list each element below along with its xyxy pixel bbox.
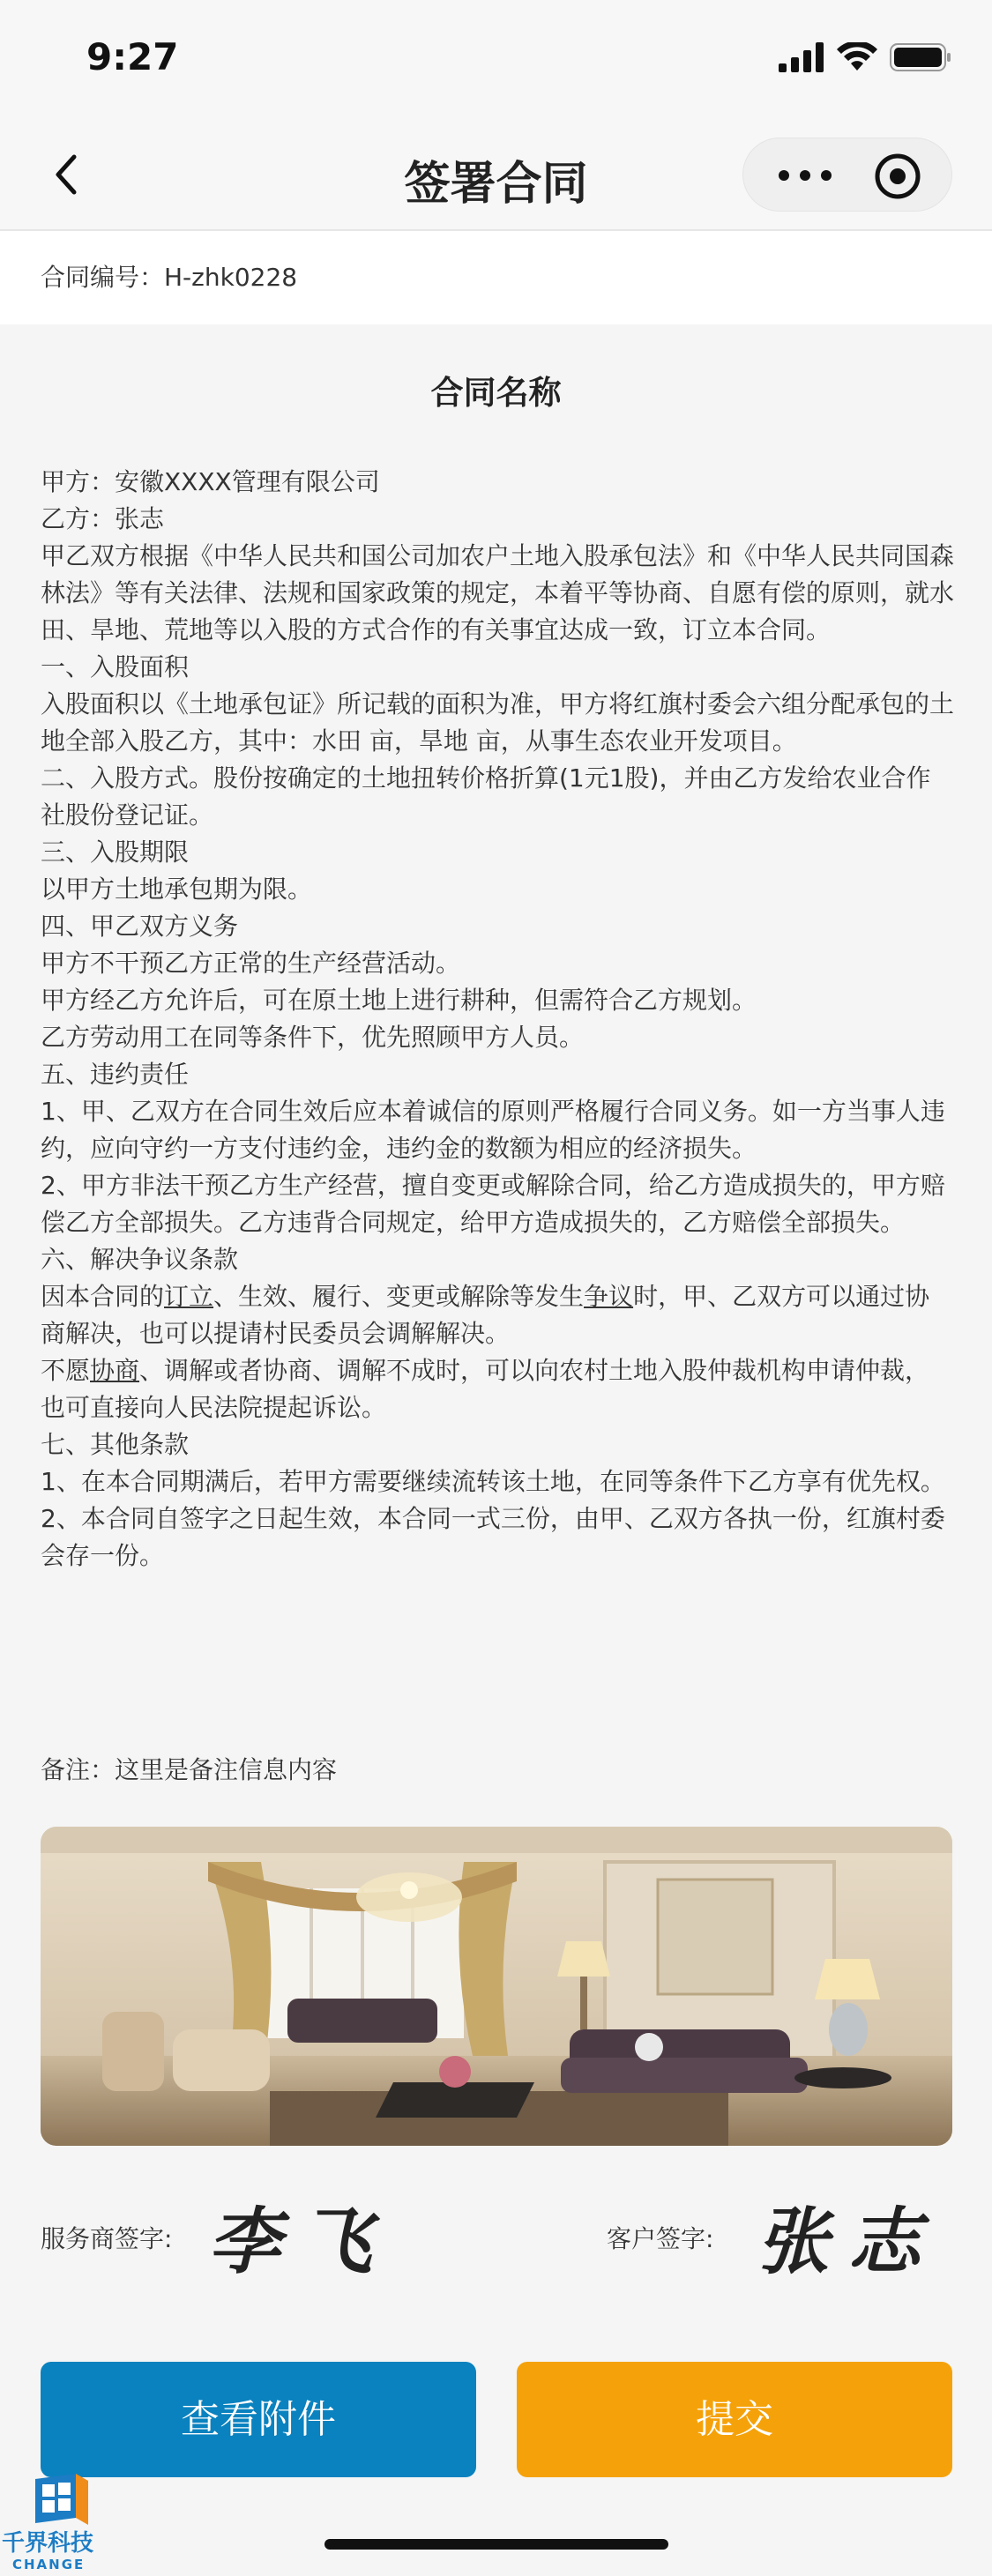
contract-line: 1、在本合同期满后，若甲方需要继续流转该土地，在同等条件下乙方享有优先权。 [41,1467,945,1496]
provider-signature[interactable]: 李飞 [208,2200,392,2284]
contract-line: 五、违约责任 [41,1060,190,1089]
battery-icon [890,42,951,72]
contract-line: 二、入股方式。股份按确定的土地扭转价格折算(1元1股)，并由乙方发给农业合作社股份登记证。 [41,763,931,830]
term-link-conclusion[interactable]: 订立 [164,1282,214,1311]
close-miniprogram-icon[interactable] [874,153,921,200]
brand-subtitle: CHANGE [12,2557,86,2572]
contract-line: 甲乙双方根据《中华人民共和国公司加农户土地入股承包法》和《中华人民共同国森林法》等有关法律、法规和国家政策的规定，本着平等协商、自愿有偿的原则，就水田、旱地、荒地等以入股的方式合作的有关事宜达成一致，订立本合同。 [41,541,955,644]
contract-body [41,464,954,1575]
term-link-negotiation[interactable]: 协商 [90,1356,140,1385]
remark-note: 备注：这里是备注信息内容 [41,1755,338,1784]
status-time: 9:27 [86,35,179,78]
nav-bar [0,118,992,231]
contract-title: 合同名称 [430,374,562,412]
contract-line: 七、其他条款 [41,1430,190,1459]
term-link-dispute[interactable]: 争议 [584,1282,634,1311]
contract-line: 甲方：安徽XXXX管理有限公司 [41,467,380,496]
contract-line: 四、甲乙双方义务 [41,912,239,941]
customer-signature[interactable]: 张志 [757,2200,940,2284]
signal-icon [779,42,824,72]
status-icons [779,42,951,72]
contract-line: 甲方不干预乙方正常的生产经营活动。 [41,949,461,978]
wifi-icon [837,42,877,72]
view-attachment-button[interactable]: 查看附件 [41,2362,476,2477]
customer-signature-label: 客户签字: [607,2224,714,2253]
provider-signature-label: 服务商签字: [41,2224,173,2253]
contract-line: 2、本合同自签字之日起生效，本合同一式三份，由甲、乙双方各执一份，红旗村委会存一份。 [41,1504,945,1570]
contract-line: 甲方经乙方允许后，可在原土地上进行耕种，但需符合乙方规划。 [41,986,757,1015]
contract-line: 以甲方土地承包期为限。 [41,875,313,904]
more-options-icon[interactable] [779,170,832,181]
contract-line: 一、入股面积 [41,652,190,681]
brand-name: 千界科技 [2,2530,94,2557]
contract-line: 六、解决争议条款 [41,1245,239,1274]
contract-line: 乙方：张志 [41,504,165,533]
contract-line: 三、入股期限 [41,838,190,867]
contract-line: 乙方劳动用工在同等条件下，优先照顾甲方人员。 [41,1023,585,1052]
submit-button[interactable]: 提交 [517,2362,952,2477]
page-title: 签署合同 [404,158,588,211]
living-room-image [41,1827,952,2146]
dispute-clause-2: 不愿协商、调解或者协商、调解不成时，可以向农村土地入股仲裁机构申请仲裁，也可直接向人民法院提起诉讼。 [41,1356,930,1422]
contract-photo [41,1827,952,2146]
contract-line: 2、甲方非法干预乙方生产经营，擅自变更或解除合同，给乙方造成损失的，甲方赔偿乙方全部损失。乙方违背合同规定，给甲方造成损失的，乙方赔偿全部损失。 [41,1171,945,1237]
mini-program-capsule [742,138,952,212]
status-bar [0,0,992,118]
contract-line: 1、甲、乙双方在合同生效后应本着诚信的原则严格履行合同义务。如一方当事人违约，应向守约一方支付违约金，违约金的数额为相应的经济损失。 [41,1097,945,1163]
dispute-clause-1: 因本合同的订立、生效、履行、变更或解除等发生争议时，甲、乙双方可以通过协商解决，也可以提请村民委员会调解解决。 [41,1282,930,1348]
home-indicator[interactable] [324,2539,668,2550]
contract-line: 入股面积以《土地承包证》所记载的面积为准，甲方将红旗村委会六组分配承包的土地全部入股乙方，其中：水田 亩，旱地 亩，从事生态农业开发项目。 [41,689,955,756]
contract-number: 合同编号：H-zhk0228 [0,231,992,324]
